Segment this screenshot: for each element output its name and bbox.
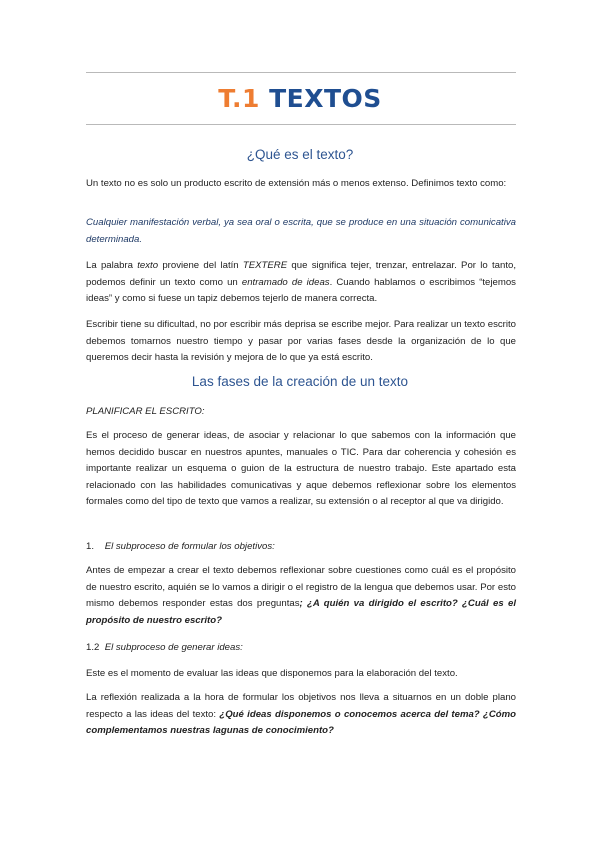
paragraph-objetivos — [86, 563, 516, 629]
objetivos-text: Antes de empezar a crear el texto debemos reflexionar sobre cuestiones como cuál es el propósito de nuestro escrito, aquién se lo vamos a dirigir o el registro de la lengua que debemos usar. Por esto mismo debemos responder estas dos preguntas — [86, 565, 516, 609]
paragraph-planificar: Es el proceso de generar ideas, de asociar y relacionar lo que sabemos con la información que hemos decidido buscar en nuestros apuntes, manuales o TIC. Para dar coherencia y cohesión es importante realizar un esquema o guion de la estructura de nuestro trabajo. Este apartado esta relacionado con las habilidades comunicativas y aque debemos reflexionar sobre los elementos formales como del tipo de texto que vamos a realizar, su extensión o al receptor al que va dirigido. — [86, 430, 516, 507]
section-heading-fases: Las fases de la creación de un texto — [191, 374, 409, 389]
objetivos-label: El subproceso de formular los objetivos: — [104, 541, 275, 552]
paragraph-evaluar-ideas: Este es el momento de evaluar las ideas que disponemos para la elaboración del texto. — [86, 668, 458, 679]
etimologia-texto: texto — [137, 260, 159, 271]
ideas-label: El subproceso de generar ideas: — [104, 642, 243, 653]
etimologia-text-2: proviene del latín — [158, 260, 243, 271]
document-title — [0, 84, 600, 113]
etimologia-entramado: entramado de ideas — [241, 276, 330, 288]
paragraph-definicion: Un texto no es solo un producto escrito de extensión más o menos extenso. Definimos texto como: — [86, 178, 507, 189]
paragraph-reflexion — [86, 690, 516, 740]
title-word: TEXTOS — [269, 84, 382, 113]
objetivos-preguntas: ; ¿A quién va dirigido el escrito? ¿Cuál es el propósito de nuestro escrito? — [86, 598, 517, 626]
title-number: T.1 — [218, 84, 260, 113]
title-rule — [86, 124, 516, 125]
section-heading-que-es: ¿Qué es el texto? — [246, 147, 354, 162]
reflexion-preguntas: ¿Qué ideas disponemos o conocemos acerca del tema? ¿Cómo complementamos nuestras lagunas de conocimiento? — [86, 708, 516, 736]
subheading-objetivos — [86, 539, 516, 556]
etimologia-text-1: La palabra — [86, 260, 138, 271]
reflexion-text: La reflexión realizada a la hora de formular los objetivos nos lleva a situarnos en un doble plano respecto a las ideas del texto: — [86, 692, 516, 720]
paragraph-etimologia — [86, 258, 516, 308]
planificar-label: PLANIFICAR EL ESCRITO: — [86, 406, 205, 417]
quote-text: Cualquier manifestación verbal, ya sea oral o escrita, que se produce en una situación comunicativa determinada. — [86, 217, 516, 245]
subheading-generar-ideas — [86, 640, 516, 657]
ideas-number: 1.2 — [86, 642, 100, 653]
etimologia-text-3: que significa tejer, trenzar, entrelazar. Por lo tanto, podemos definir un texto como un — [86, 260, 516, 288]
paragraph-dificultad: Escribir tiene su dificultad, no por escribir más deprisa se escribe mejor. Para realizar un texto escrito debemos tomarnos nuestro tiempo y pasar por varias fases desde la organización de lo que queremos decir hasta la revisión y mejora de lo que ya está escrito. — [86, 319, 516, 363]
top-rule — [86, 72, 516, 73]
subheading-planificar — [86, 404, 516, 421]
etimologia-textere: TEXTERE — [242, 260, 288, 271]
etimologia-text-4: . Cuando hablamos o escribimos “tejemos ideas” y como si fuese un tapiz debemos tejerlo de manera correcta. — [86, 276, 516, 304]
paragraph-cita — [86, 215, 516, 248]
objetivos-number: 1. — [86, 541, 95, 552]
